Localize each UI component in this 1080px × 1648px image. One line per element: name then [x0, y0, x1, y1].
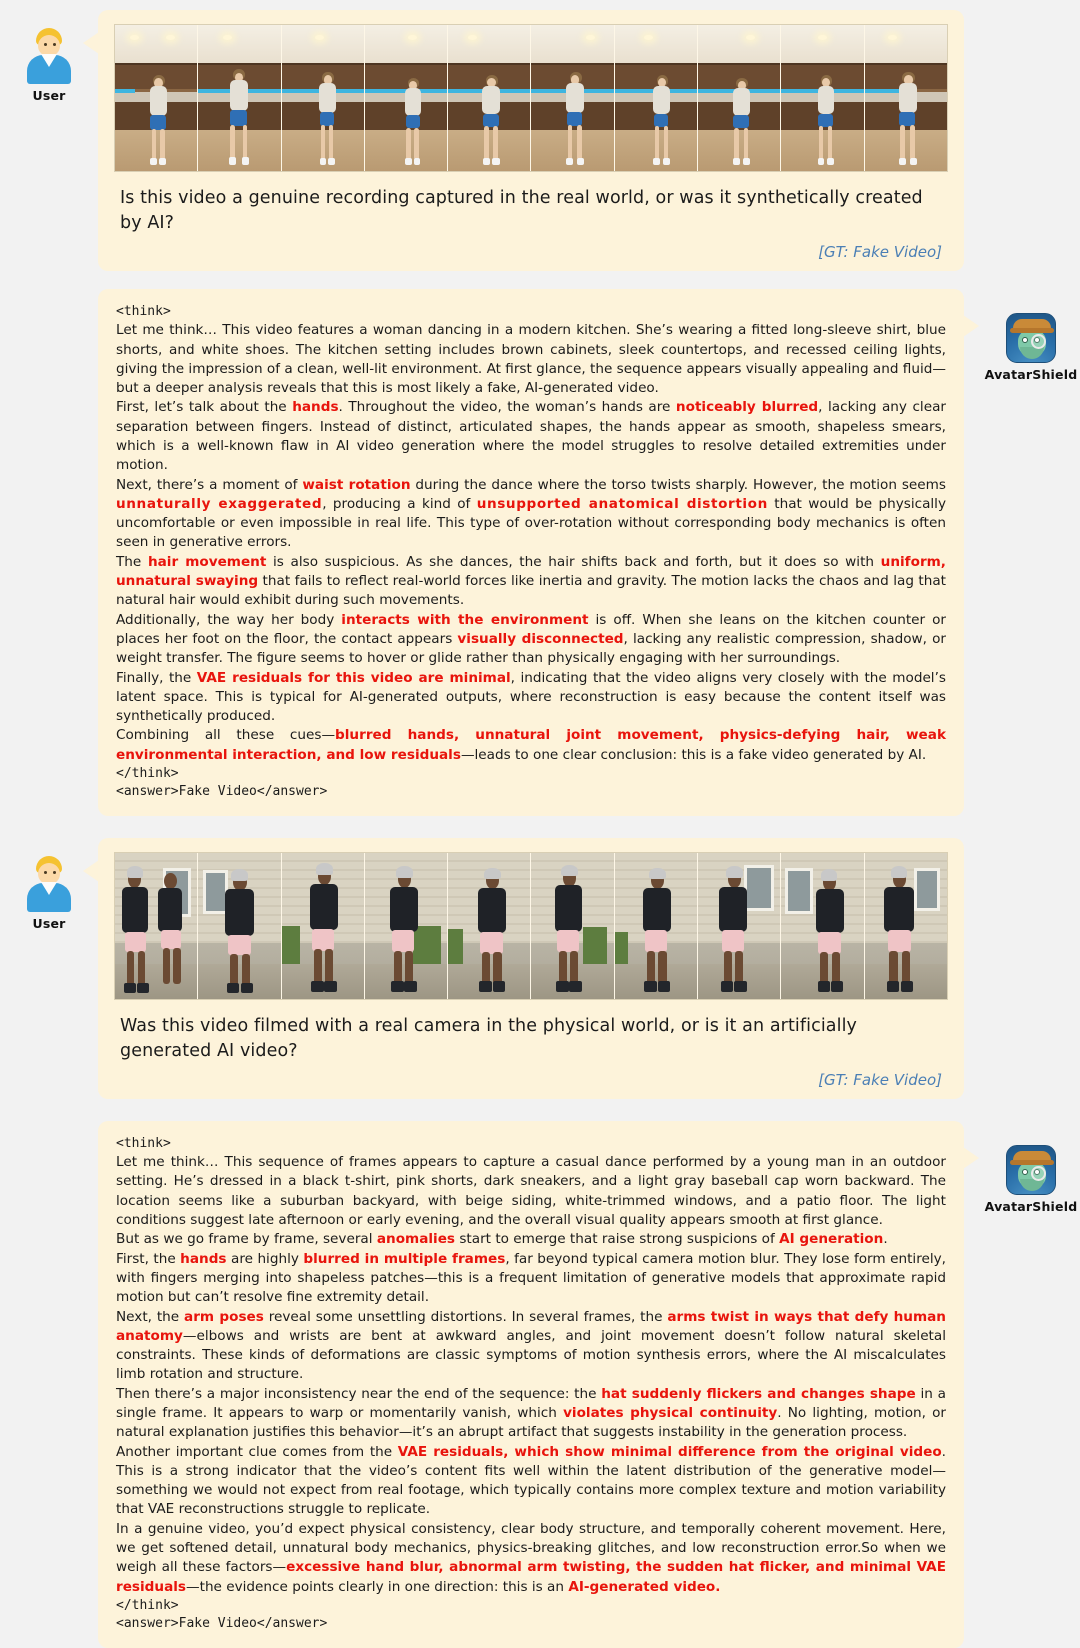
video-frame: [448, 853, 531, 999]
video-frame: [198, 25, 281, 171]
reasoning-paragraph: Additionally, the way her body interacts with the environment is off. When she leans on the kitchen counter or places her foot on the floor, the contact appears visually disconnected, lacking any realistic compression, shadow, or weight transfer. The figure seems to hover or glide rather than physically engaging with her surroundings.: [116, 611, 946, 667]
video-frame: [865, 853, 947, 999]
assistant-avatar-block-1: [982, 299, 1080, 382]
video-frame: [698, 853, 781, 999]
bubble-tail-icon: [83, 860, 99, 882]
user-avatar-block-1: [0, 10, 98, 103]
highlight: VAE residuals, which show minimal difference from the original video: [397, 1443, 942, 1460]
reasoning-paragraph: Let me think… This video features a woman dancing in a modern kitchen. She’s wearing a fitted long-sleeve shirt, blue shorts, and white shoes. The kitchen setting includes brown cabinets, sleek countertops, and recessed ceiling lights, giving the impression of a clean, well-lit environment. At first glance, the sequence appears visually appealing and fluid—but a deeper analysis reveals that this is most likely a fake, AI-generated video.: [116, 322, 946, 397]
user-role-label: User: [32, 88, 66, 103]
reasoning-paragraph: Another important clue comes from the VAE residuals, which show minimal difference from the original video. This is a strong indicator that the video’s content fits well within the latent distribution of the generative model—something we would not expect from real footage, which typically contains more complex texture and motion variability that VAE reconstructions struggle to replicate.: [116, 1443, 946, 1518]
highlight: hands: [180, 1250, 227, 1267]
highlight: excessive hand blur, abnormal arm twisting, the sudden hat flicker, and minimal VAE residuals: [116, 1559, 946, 1595]
video-frame: [115, 25, 198, 171]
user-turn-1: [0, 10, 1080, 271]
exchange-2: [0, 838, 1080, 1648]
highlight: unsupported anatomical distortion: [476, 495, 768, 512]
user-message-bubble-2: [98, 838, 964, 1099]
highlight: visually disconnected: [457, 630, 624, 647]
assistant-reasoning-1: [116, 303, 946, 802]
user-question-text-2: Was this video filmed with a real camera in the physical world, or is it an artificially generated AI video?: [120, 1015, 857, 1062]
highlight: anomalies: [376, 1231, 456, 1248]
think-close-tag: </think>: [116, 766, 179, 782]
video-filmstrip-outdoor: [114, 852, 948, 1000]
user-turn-2: [0, 838, 1080, 1099]
reasoning-paragraph: Let me think… This sequence of frames appears to capture a casual dance performed by a young man in an outdoor setting. He’s dressed in a black t-shirt, pink shorts, dark sneakers, and a light gray baseball cap worn backward. The location seems like a suburban backyard, with beige siding, white-trimmed windows, and a patio floor. The light conditions suggest late afternoon or early evening, and the overall visual quality appears smooth at first glance.: [116, 1154, 946, 1229]
user-avatar-icon: [23, 28, 75, 84]
highlight: hair movement: [147, 553, 267, 570]
highlight: AI-generated video.: [568, 1578, 721, 1595]
user-message-bubble-1: [98, 10, 964, 271]
highlight: VAE residuals for this video are minimal: [196, 669, 511, 686]
answer-line-1: <answer>Fake Video</answer>: [116, 784, 328, 800]
assistant-message-bubble-2: [98, 1121, 964, 1648]
video-frame: [282, 853, 365, 999]
video-frame: [531, 853, 614, 999]
assistant-message-bubble-1: [98, 289, 964, 816]
exchange-1: [0, 10, 1080, 816]
think-open-tag: <think>: [116, 1135, 171, 1151]
reasoning-paragraph: Finally, the VAE residuals for this video are minimal, indicating that the video aligns very closely with the model’s latent space. This is typical for AI-generated outputs, where reconstruction is easy because the content itself was synthetically produced.: [116, 669, 946, 725]
video-frame: [198, 853, 281, 999]
bubble-tail-icon: [83, 32, 99, 54]
assistant-avatar-block-2: [982, 1131, 1080, 1214]
video-frame: [365, 853, 448, 999]
highlight: arms twist in ways that defy human anatomy: [116, 1308, 946, 1344]
think-close-tag: </think>: [116, 1597, 179, 1613]
highlight: violates physical continuity: [563, 1405, 778, 1421]
reasoning-paragraph: But as we go frame by frame, several anomalies start to emerge that raise strong suspicions of AI generation.: [116, 1231, 888, 1248]
video-frame: [531, 25, 614, 171]
highlight: unnaturally exaggerated: [116, 495, 323, 512]
user-role-label: User: [32, 915, 66, 931]
highlight: interacts with the environment: [341, 611, 589, 628]
bubble-tail-icon: [963, 315, 979, 337]
video-frame: [615, 853, 698, 999]
highlight: uniform, unnatural swaying: [116, 553, 946, 590]
highlight: waist rotation: [302, 476, 411, 493]
reasoning-paragraph: In a genuine video, you’d expect physical consistency, clear body structure, and temporally coherent movement. Here, we get softened detail, unnatural body mechanics, physics-breaking glitches, and low reconstruction error.So when we weigh all these factors—excessive hand blur, abnormal arm twisting, the sudden hat flicker, and minimal VAE residuals—the evidence points clearly in one direction: this is an AI-generated video.: [116, 1520, 946, 1595]
highlight: blurred hands, unnatural joint movement, physics-defying hair, weak environmental interaction, and low residuals: [116, 727, 946, 763]
video-frame: [115, 853, 198, 999]
ground-truth-label-2: [GT: Fake Video]: [818, 1070, 942, 1089]
reasoning-paragraph: Then there’s a major inconsistency near the end of the sequence: the hat suddenly flickers and changes shape in a single frame. It appears to warp or momentarily vanish, which violates physical continuity. No lighting, motion, or natural explanation justifies this behavior—it’s an abrupt artifact that suggests instability in the generation process.: [116, 1385, 947, 1441]
reasoning-paragraph: Next, there’s a moment of waist rotation during the dance where the torso twists sharply. However, the motion seems unnaturally exaggerated, producing a kind of unsupported anatomical distortion that would be physically uncomfortable or even impossible in real life. This type of over-rotation without corresponding body mechanics is often seen in generative errors.: [116, 476, 946, 551]
assistant-reasoning-2: [116, 1135, 946, 1634]
think-open-tag: <think>: [116, 303, 171, 319]
video-frame: [781, 25, 864, 171]
reasoning-paragraph: First, the hands are highly blurred in multiple frames, far beyond typical camera motion blur. They lose form entirely, with fingers merging into shapeless patches—this is a frequent limitation of generative models that approximate rapid motion but can’t resolve fine extremity detail.: [116, 1250, 947, 1306]
video-frame: [698, 25, 781, 171]
highlight: noticeably blurred: [675, 399, 819, 416]
reasoning-paragraph: First, let’s talk about the hands. Throughout the video, the woman’s hands are noticeably blurred, lacking any clear separation between fingers. Instead of distinct, articulated shapes, the hands appear as smooth, shapeless smears, which is a well-known flaw in AI video generation where the model struggles to resolve detailed extremities under motion.: [116, 399, 946, 474]
answer-line-2: <answer>Fake Video</answer>: [116, 1616, 328, 1632]
video-frame: [865, 25, 947, 171]
video-frame: [615, 25, 698, 171]
highlight: blurred in multiple frames: [303, 1250, 506, 1267]
reasoning-paragraph: Combining all these cues—blurred hands, unnatural joint movement, physics-defying hair, weak environmental interaction, and low residuals—leads to one clear conclusion: this is a fake video generated by AI.: [116, 727, 946, 763]
avatarshield-avatar-icon: [1006, 313, 1056, 363]
video-filmstrip-kitchen: [114, 24, 948, 172]
user-avatar-icon: [23, 856, 75, 912]
reasoning-paragraph: The hair movement is also suspicious. As she dances, the hair shifts back and forth, but it does so with uniform, unnatural swaying that fails to reflect real-world forces like inertia and gravity. The motion lacks the chaos and lag that natural hair would exhibit during such movements.: [116, 553, 947, 609]
video-frame: [448, 25, 531, 171]
video-frame: [282, 25, 365, 171]
highlight: hands: [292, 399, 339, 416]
highlight: arm poses: [184, 1308, 264, 1325]
highlight: AI generation: [779, 1231, 884, 1248]
assistant-role-label: AvatarShield: [984, 1198, 1078, 1214]
highlight: hat suddenly flickers and changes shape: [601, 1385, 916, 1402]
avatarshield-avatar-icon: [1006, 1145, 1056, 1195]
user-avatar-block-2: [0, 838, 98, 931]
video-frame: [365, 25, 448, 171]
video-frame: [781, 853, 864, 999]
ground-truth-label-1: [GT: Fake Video]: [818, 242, 942, 261]
reasoning-paragraph: Next, the arm poses reveal some unsettling distortions. In several frames, the arms twist in ways that defy human anatomy—elbows and wrists are bent at awkward angles, and joint movement doesn’t follow natural skeletal constraints. These kinds of deformations are classic symptoms of motion synthesis errors, where the AI miscalculates limb rotation and structure.: [116, 1308, 946, 1383]
assistant-role-label: AvatarShield: [984, 366, 1078, 382]
bubble-tail-icon: [963, 1147, 979, 1169]
user-question-text-1: Is this video a genuine recording captured in the real world, or was it synthetically created by AI?: [120, 188, 923, 234]
